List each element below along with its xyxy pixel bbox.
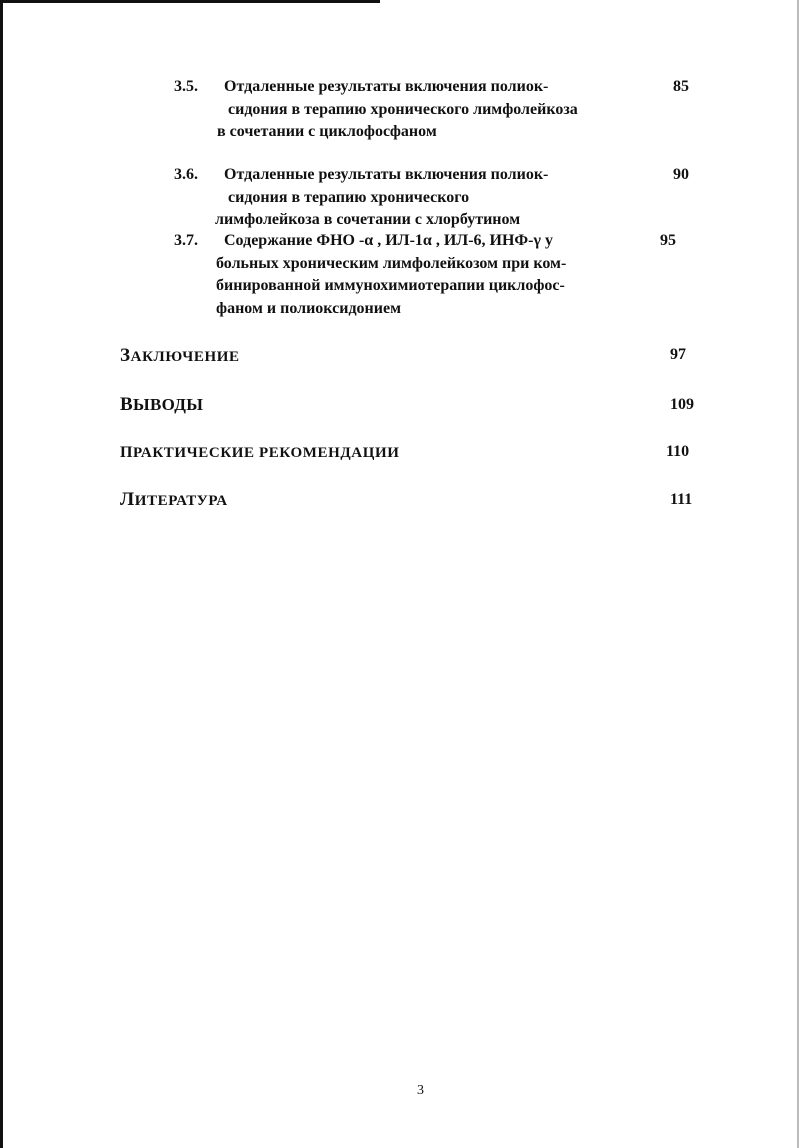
toc-section-conclusion bbox=[120, 345, 240, 367]
section-initial: З bbox=[120, 345, 131, 366]
toc-entry-title-line: бинированной иммунохимиотерапии циклофос- bbox=[216, 277, 565, 294]
toc-entry-page: 90 bbox=[673, 166, 689, 183]
toc-entry-page: 85 bbox=[673, 78, 689, 95]
toc-section-recommendations bbox=[120, 444, 400, 462]
toc-entry-title bbox=[215, 164, 549, 232]
toc-entry-title-line: больных хроническим лимфолейкозом при ком- bbox=[216, 254, 567, 272]
section-rest: ИТЕРАТУРА bbox=[134, 493, 228, 509]
toc-section-page: 111 bbox=[670, 491, 693, 508]
toc-entry-title-line: сидония в терапию хронического bbox=[228, 188, 470, 206]
section-rest: РАКТИЧЕСКИЕ РЕКОМЕНДАЦИИ bbox=[133, 445, 400, 461]
toc-entry-title-line: Содержание ФНО -α , ИЛ-1α , ИЛ-6, ИНФ-γ у bbox=[224, 232, 553, 249]
toc-entry-page: 95 bbox=[660, 232, 676, 249]
toc-entry-title-line: Отдаленные результаты включения полиок- bbox=[224, 78, 549, 95]
toc-entry-number: 3.5. bbox=[174, 78, 198, 95]
toc-entry-number: 3.6. bbox=[174, 166, 198, 183]
toc-entry-title-line: в сочетании с циклофосфаном bbox=[217, 123, 437, 140]
toc-entry-title bbox=[217, 76, 578, 144]
section-initial: Л bbox=[120, 489, 135, 510]
section-rest: АКЛЮЧЕНИЕ bbox=[130, 349, 240, 365]
toc-section-conclusions bbox=[120, 394, 203, 416]
toc-section-page: 109 bbox=[670, 396, 694, 413]
scan-border-top bbox=[0, 0, 380, 3]
section-rest: ЫВОДЫ bbox=[132, 395, 204, 414]
section-initial: В bbox=[120, 394, 133, 415]
toc-entry-title-line: лимфолейкоза в сочетании с хлорбутином bbox=[215, 211, 521, 228]
toc-entry-number: 3.7. bbox=[174, 232, 198, 249]
toc-entry-title bbox=[216, 230, 567, 320]
toc-entry-title-line: Отдаленные результаты включения полиок- bbox=[224, 166, 549, 183]
toc-section-page: 110 bbox=[666, 443, 690, 460]
toc-section-page: 97 bbox=[670, 346, 686, 363]
toc-entry-title-line: фаном и полиоксидонием bbox=[216, 299, 401, 317]
section-initial: П bbox=[120, 444, 134, 461]
page-number: 3 bbox=[417, 1083, 424, 1098]
toc-entry-title-line: сидония в терапию хронического лимфолейкоза bbox=[228, 100, 578, 118]
scan-border-left bbox=[0, 0, 3, 1148]
toc-section-literature bbox=[120, 489, 228, 511]
